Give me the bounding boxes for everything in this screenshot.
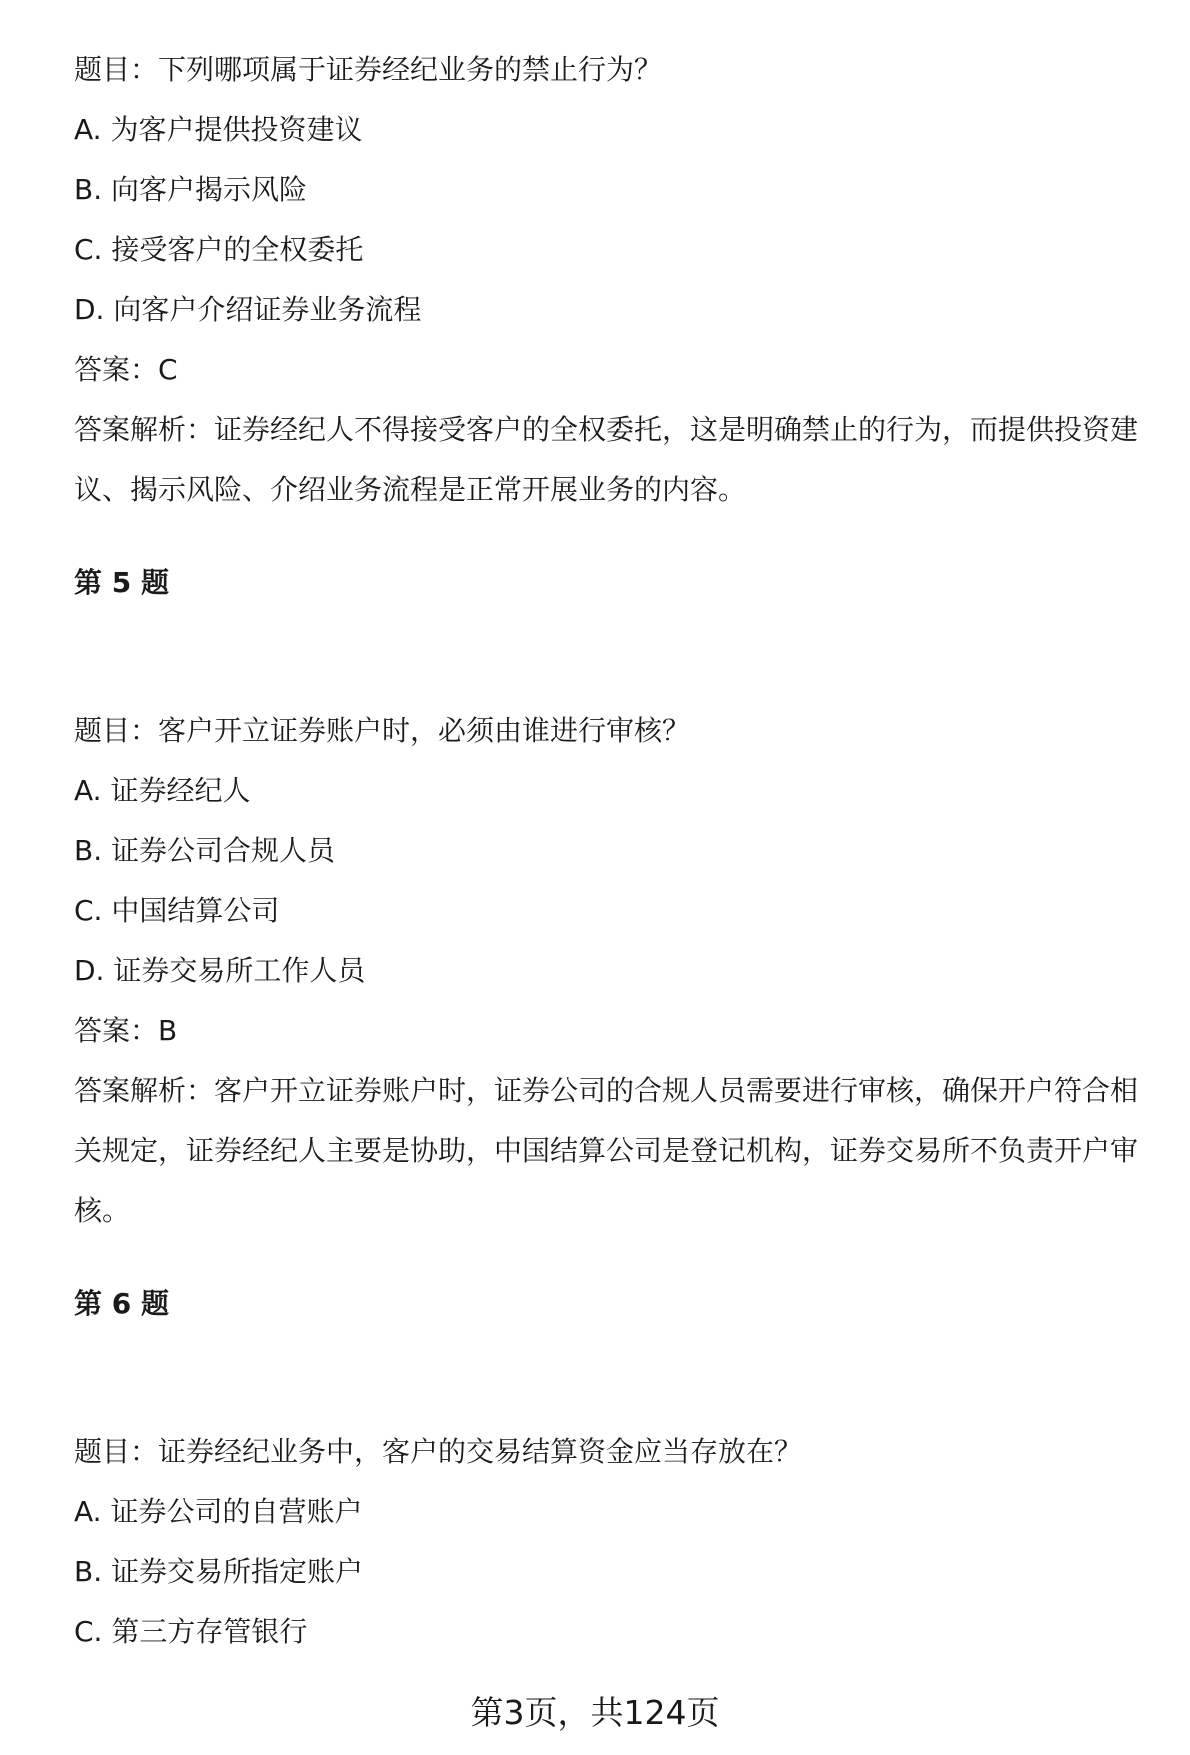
question-block-5: [74, 553, 1164, 1241]
option-b: B. 向客户揭示风险: [74, 173, 308, 206]
option-a: A. 证券经纪人: [74, 774, 251, 807]
option-d: D. 证券交易所工作人员: [74, 954, 366, 987]
option-b: B. 证券公司合规人员: [74, 834, 336, 867]
question-block-6: [74, 1274, 1164, 1662]
option-a: A. 为客户提供投资建议: [74, 113, 363, 146]
question-text: 题目：客户开立证券账户时，必须由谁进行审核？: [74, 714, 691, 747]
question-text: 题目：证券经纪业务中，客户的交易结算资金应当存放在？: [74, 1435, 803, 1468]
answer: 答案：C: [74, 353, 178, 386]
question-text: 题目：下列哪项属于证券经纪业务的禁止行为？: [74, 53, 663, 86]
option-c: C. 接受客户的全权委托: [74, 233, 364, 266]
question-heading: 第 5 题: [74, 566, 169, 599]
answer-explanation: 答案解析：证券经纪人不得接受客户的全权委托，这是明确禁止的行为，而提供投资建议、揭示风险、介绍业务流程是正常开展业务的内容。: [74, 413, 1139, 506]
answer-explanation: 答案解析：客户开立证券账户时，证券公司的合规人员需要进行审核，确保开户符合相关规定，证券经纪人主要是协助，中国结算公司是登记机构，证券交易所不负责开户审核。: [74, 1074, 1139, 1227]
option-b: B. 证券交易所指定账户: [74, 1555, 364, 1588]
option-a: A. 证券公司的自营账户: [74, 1495, 363, 1528]
option-d: D. 向客户介绍证券业务流程: [74, 293, 422, 326]
page-number-footer: 第3页，共124页: [470, 1693, 720, 1732]
answer: 答案：B: [74, 1014, 178, 1047]
document-page: [74, 40, 1164, 1662]
option-c: C. 中国结算公司: [74, 894, 280, 927]
option-c: C. 第三方存管银行: [74, 1615, 308, 1648]
question-block-4: [74, 40, 1164, 520]
question-heading: 第 6 题: [74, 1287, 169, 1320]
